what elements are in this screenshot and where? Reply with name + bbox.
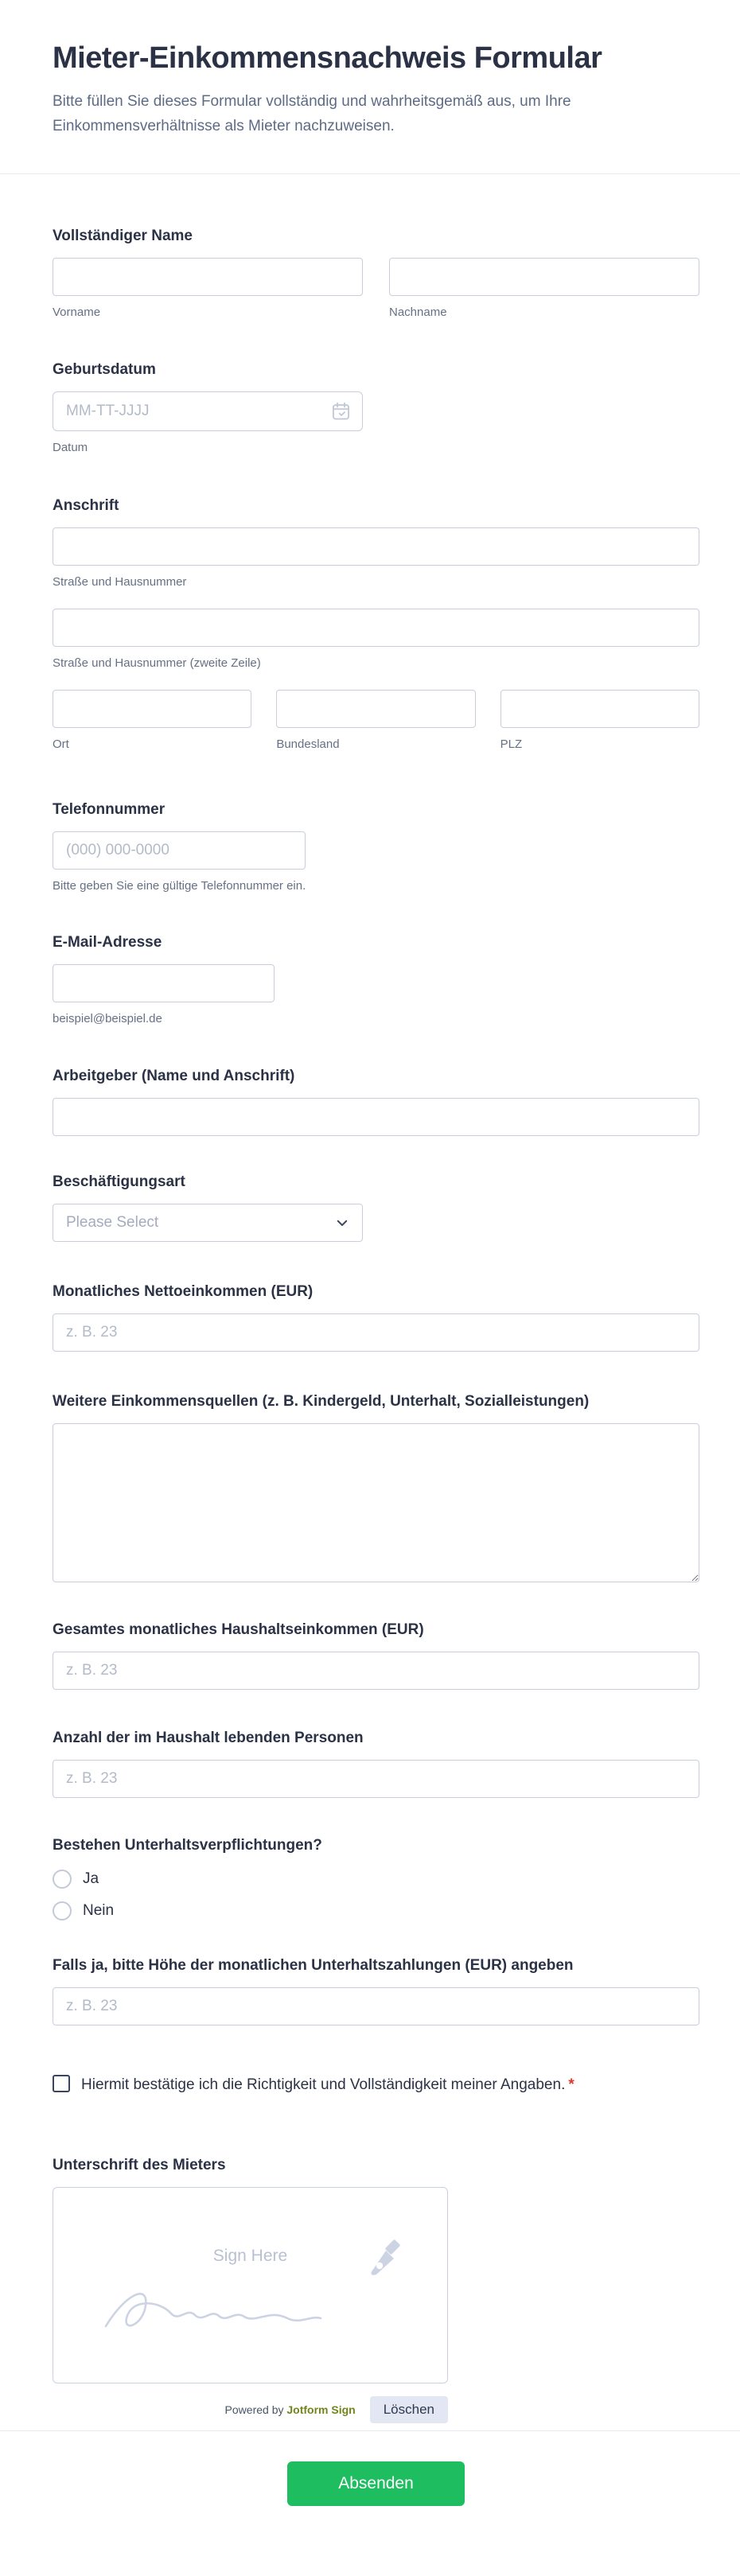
submit-button[interactable]: Absenden [287, 2461, 465, 2506]
birthdate-sublabel: Datum [53, 441, 88, 454]
radio-nein[interactable] [53, 1901, 72, 1920]
address-label: Anschrift [53, 497, 119, 514]
employer-label: Arbeitgeber (Name und Anschrift) [53, 1068, 295, 1084]
chevron-down-icon [335, 1216, 349, 1230]
first-name-sublabel: Vorname [53, 305, 101, 319]
signature-placeholder-art [84, 2234, 418, 2337]
signature-footer [53, 2396, 448, 2423]
net-income-label: Monatliches Nettoeinkommen (EUR) [53, 1283, 314, 1300]
birthdate-input[interactable] [53, 391, 363, 431]
field-household-size [53, 1728, 699, 1798]
maintenance-amount-label: Falls ja, bitte Höhe der monatlichen Unterhaltszahlungen (EUR) angeben [53, 1957, 574, 1974]
maintenance-radio-group [53, 1867, 699, 1923]
full-name-label: Vollständiger Name [53, 228, 193, 244]
field-maintenance-amount [53, 1955, 699, 2025]
field-net-income [53, 1282, 699, 1352]
signature-label: Unterschrift des Mieters [53, 2157, 226, 2173]
pen-nib-icon [362, 2237, 403, 2278]
required-asterisk: * [568, 2076, 574, 2093]
address-line1-input[interactable] [53, 527, 699, 566]
confirmation-label: Hiermit bestätige ich die Richtigkeit und Vollständigkeit meiner Angaben. [81, 2076, 566, 2093]
field-confirmation [53, 2073, 641, 2097]
field-maintenance-obligations [53, 1835, 699, 1923]
employment-type-select[interactable] [53, 1204, 363, 1242]
powered-by-prefix: Powered by [224, 2403, 284, 2416]
field-household-income [53, 1620, 699, 1690]
phone-input[interactable] [53, 831, 306, 870]
powered-by-text [225, 2403, 356, 2416]
radio-nein-label: Nein [83, 1902, 115, 1919]
zip-sublabel: PLZ [500, 737, 523, 751]
form-footer [0, 2430, 740, 2541]
radio-option-nein[interactable] [53, 1899, 699, 1923]
address-line2-input[interactable] [53, 609, 699, 647]
household-size-label: Anzahl der im Haushalt lebenden Personen [53, 1730, 364, 1746]
address-line2-sublabel: Straße und Hausnummer (zweite Zeile) [53, 656, 261, 670]
city-input[interactable] [53, 690, 251, 728]
jotform-sign-link[interactable]: Jotform Sign [286, 2403, 356, 2416]
employment-type-selected-value: Please Select [66, 1214, 159, 1231]
field-address [53, 496, 699, 752]
employer-input[interactable] [53, 1098, 699, 1136]
signature-pad[interactable] [53, 2187, 448, 2383]
maintenance-amount-input[interactable] [53, 1987, 699, 2025]
last-name-input[interactable] [389, 258, 699, 296]
field-employer [53, 1066, 699, 1136]
radio-ja-label: Ja [83, 1870, 99, 1887]
field-other-income [53, 1391, 699, 1582]
field-employment-type [53, 1172, 699, 1242]
signature-clear-button[interactable]: Löschen [370, 2396, 448, 2423]
radio-option-ja[interactable] [53, 1867, 699, 1891]
email-input[interactable] [53, 964, 275, 1002]
state-input[interactable] [276, 690, 475, 728]
household-income-label: Gesamtes monatliches Haushaltseinkommen (EUR) [53, 1621, 424, 1638]
net-income-input[interactable] [53, 1313, 699, 1352]
confirmation-option[interactable] [53, 2076, 574, 2093]
phone-label: Telefonnummer [53, 801, 166, 818]
form-body [0, 226, 740, 2423]
field-email [53, 932, 699, 1026]
field-phone [53, 800, 699, 893]
form-title: Mieter-Einkommensnachweis Formular [53, 41, 602, 75]
email-hint: beispiel@beispiel.de [53, 1012, 162, 1025]
first-name-input[interactable] [53, 258, 363, 296]
calendar-icon[interactable] [330, 401, 352, 422]
phone-hint: Bitte geben Sie eine gültige Telefonnummer ein. [53, 879, 306, 893]
birthdate-label: Geburtsdatum [53, 361, 156, 378]
last-name-sublabel: Nachname [389, 305, 447, 319]
field-signature [53, 2155, 699, 2423]
other-income-textarea[interactable] [53, 1423, 699, 1582]
field-full-name [53, 226, 699, 320]
sign-here-text: Sign Here [212, 2246, 288, 2265]
zip-input[interactable] [500, 690, 699, 728]
field-birthdate [53, 360, 699, 455]
maintenance-obligations-label: Bestehen Unterhaltsverpflichtungen? [53, 1837, 322, 1854]
city-sublabel: Ort [53, 737, 69, 751]
email-label: E-Mail-Adresse [53, 934, 162, 951]
radio-ja[interactable] [53, 1870, 72, 1889]
other-income-label: Weitere Einkommensquellen (z. B. Kindergeld, Unterhalt, Sozialleistungen) [53, 1393, 590, 1410]
employment-type-label: Beschäftigungsart [53, 1173, 185, 1190]
state-sublabel: Bundesland [276, 737, 340, 751]
household-size-input[interactable] [53, 1760, 699, 1798]
household-income-input[interactable] [53, 1652, 699, 1690]
confirmation-checkbox[interactable] [53, 2075, 70, 2092]
signature-squiggle-icon [103, 2277, 349, 2334]
form-header [0, 0, 740, 174]
address-line1-sublabel: Straße und Hausnummer [53, 575, 187, 589]
form-subtitle: Bitte füllen Sie dieses Formular vollständig und wahrheitsgemäß aus, um Ihre Einkommensverhältnisse als Mieter nachzuweisen. [53, 93, 571, 134]
